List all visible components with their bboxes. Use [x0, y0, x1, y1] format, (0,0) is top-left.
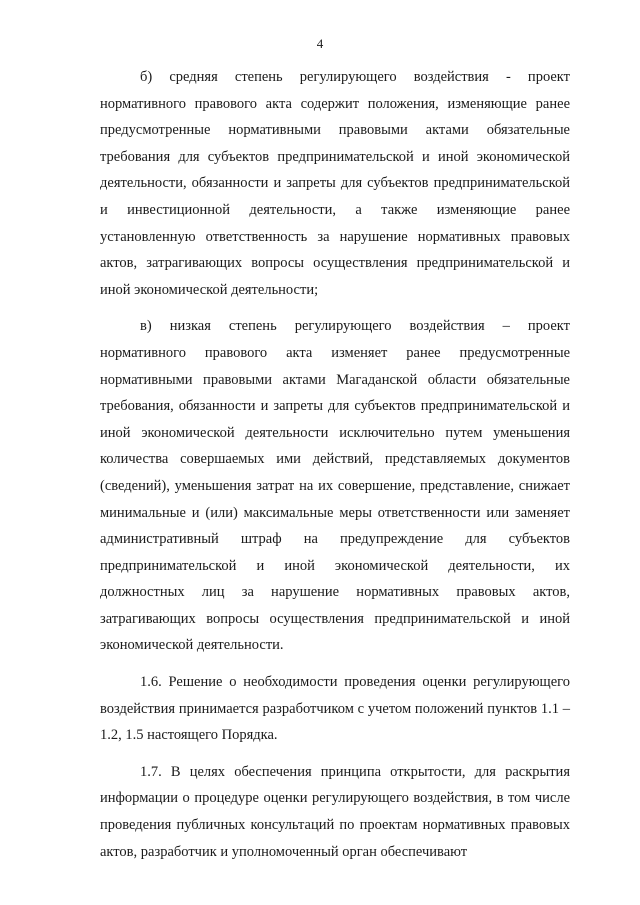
paragraph-1-6: 1.6. Решение о необходимости проведения оценки регулирующего воздействия принимается разработчиком с учетом положений пунктов 1.1 – 1.2, 1.5 настоящего Порядка.	[100, 674, 570, 744]
paragraph-1-7: 1.7. В целях обеспечения принципа открытости, для раскрытия информации о процедуре оценки регулирующего воздействия, в том числе проведения публичных консультаций по проектам нормативных правовых актов, разработчик и уполномоченный орган обеспечивают	[100, 763, 570, 860]
page-number: 4	[316, 36, 324, 51]
paragraph-v-low-impact: в) низкая степень регулирующего воздействия – проект нормативного правового акта изменяет ранее предусмотренные нормативными правовыми актами Магаданской области обязательные требования, обязанности и запреты для субъектов предпринимательской и иной экономической деятельности исключительно путем уменьшения количества совершаемых ими действий, представляемых документов (сведений), уменьшения затрат на их совершение, представление, снижает минимальные и (или) максимальные меры ответственности или заменяет административный штраф на предупреждение для субъектов предпринимательской и иной экономической деятельности, их должностных лиц за нарушение нормативных правовых актов, затрагивающих вопросы осуществления предпринимательской и иной экономической деятельности.	[100, 318, 570, 654]
document-body	[100, 64, 570, 865]
paragraph-b-medium-impact: б) средняя степень регулирующего воздействия - проект нормативного правового акта содержит положения, изменяющие ранее предусмотренные нормативными правовыми актами обязательные требования для субъектов предпринимательской и иной экономической деятельности, обязанности и запреты для субъектов предпринимательской и инвестиционной деятельности, а также изменяющие ранее установленную ответственность за нарушение нормативных правовых актов, затрагивающих вопросы осуществления предпринимательской и иной экономической деятельности;	[100, 69, 570, 298]
